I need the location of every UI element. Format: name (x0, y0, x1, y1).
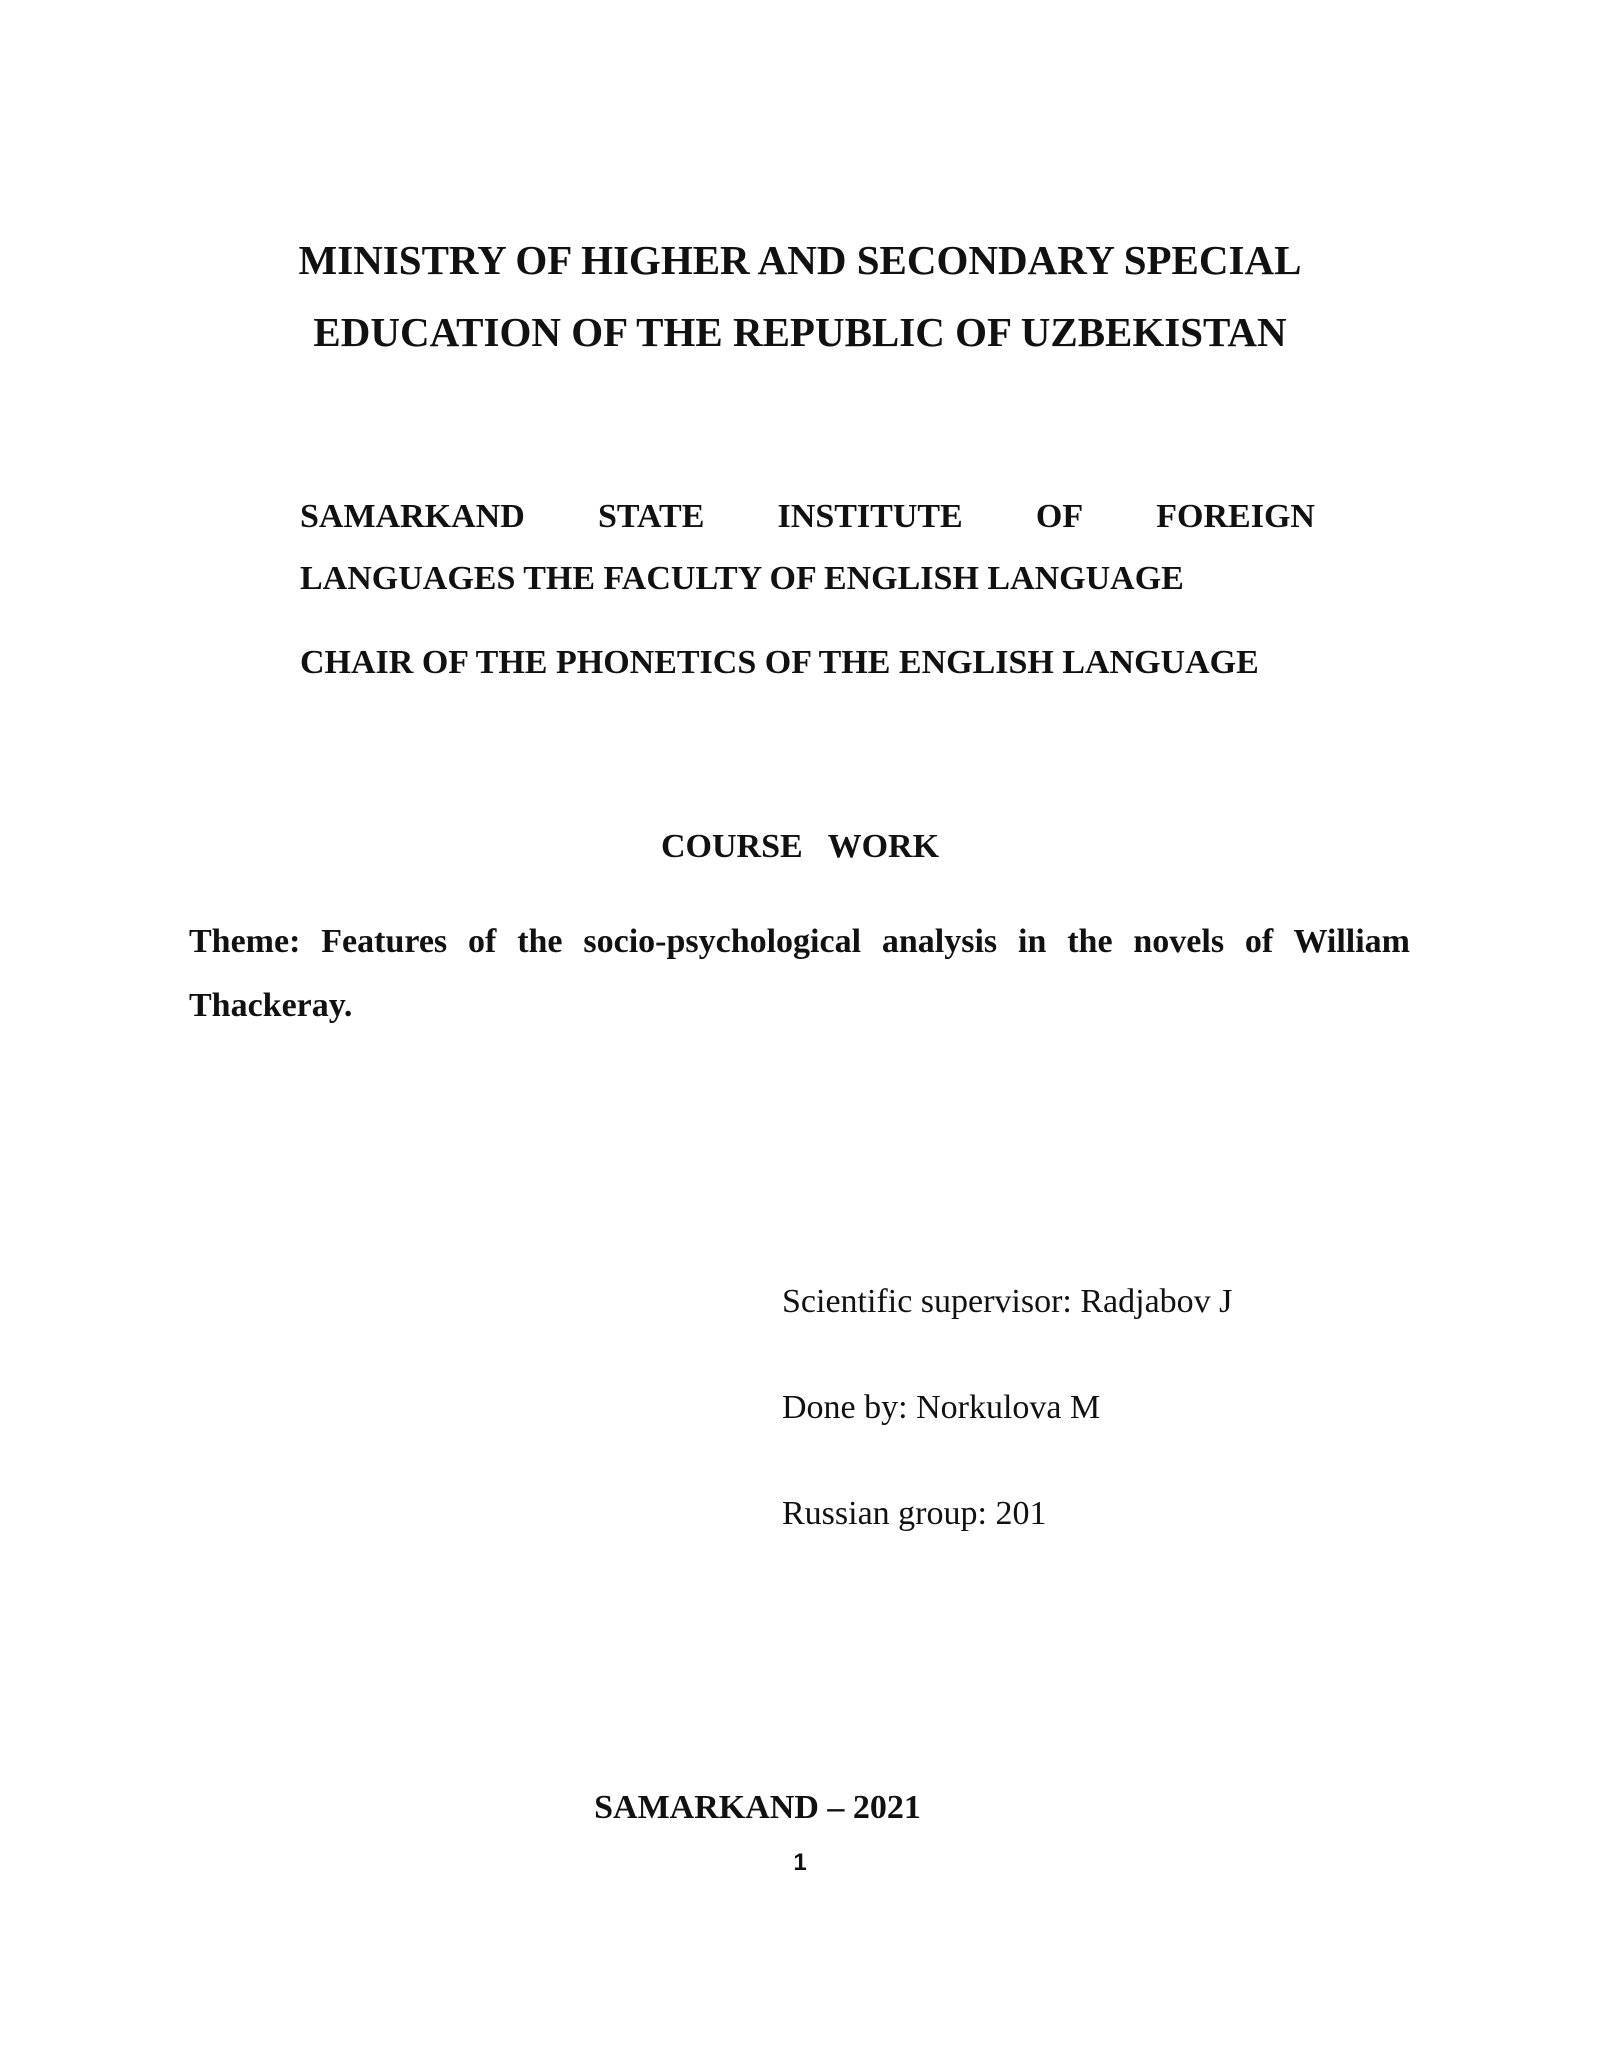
theme-paragraph: Theme: Features of the socio-psychological analysis in the novels of William Thackeray. (189, 923, 1410, 1024)
city-year: SAMARKAND – 2021 (594, 1789, 921, 1826)
institute-word: INSTITUTE (777, 498, 963, 535)
institute-heading-line-2: LANGUAGES THE FACULTY OF ENGLISH LANGUAGE (300, 560, 1184, 597)
scientific-supervisor: Scientific supervisor: Radjabov J (782, 1283, 1233, 1320)
page-number: 1 (793, 1849, 807, 1876)
ministry-heading (0, 224, 1600, 368)
student-group: Russian group: 201 (782, 1495, 1047, 1532)
ministry-heading-line-1: MINISTRY OF HIGHER AND SECONDARY SPECIAL (298, 237, 1302, 283)
institute-word: OF (1035, 498, 1084, 535)
institute-word: SAMARKAND (300, 498, 525, 535)
institute-heading-line-1 (300, 486, 1315, 548)
institute-word: STATE (597, 498, 705, 535)
done-by: Done by: Norkulova M (782, 1389, 1101, 1426)
institute-heading (300, 486, 1315, 610)
institute-word: FOREIGN (1156, 498, 1315, 535)
chair-heading: CHAIR OF THE PHONETICS OF THE ENGLISH LANGUAGE (300, 644, 1259, 681)
ministry-heading-line-2: EDUCATION OF THE REPUBLIC OF UZBEKISTAN (313, 309, 1287, 355)
course-work-title: COURSE WORK (660, 828, 940, 865)
